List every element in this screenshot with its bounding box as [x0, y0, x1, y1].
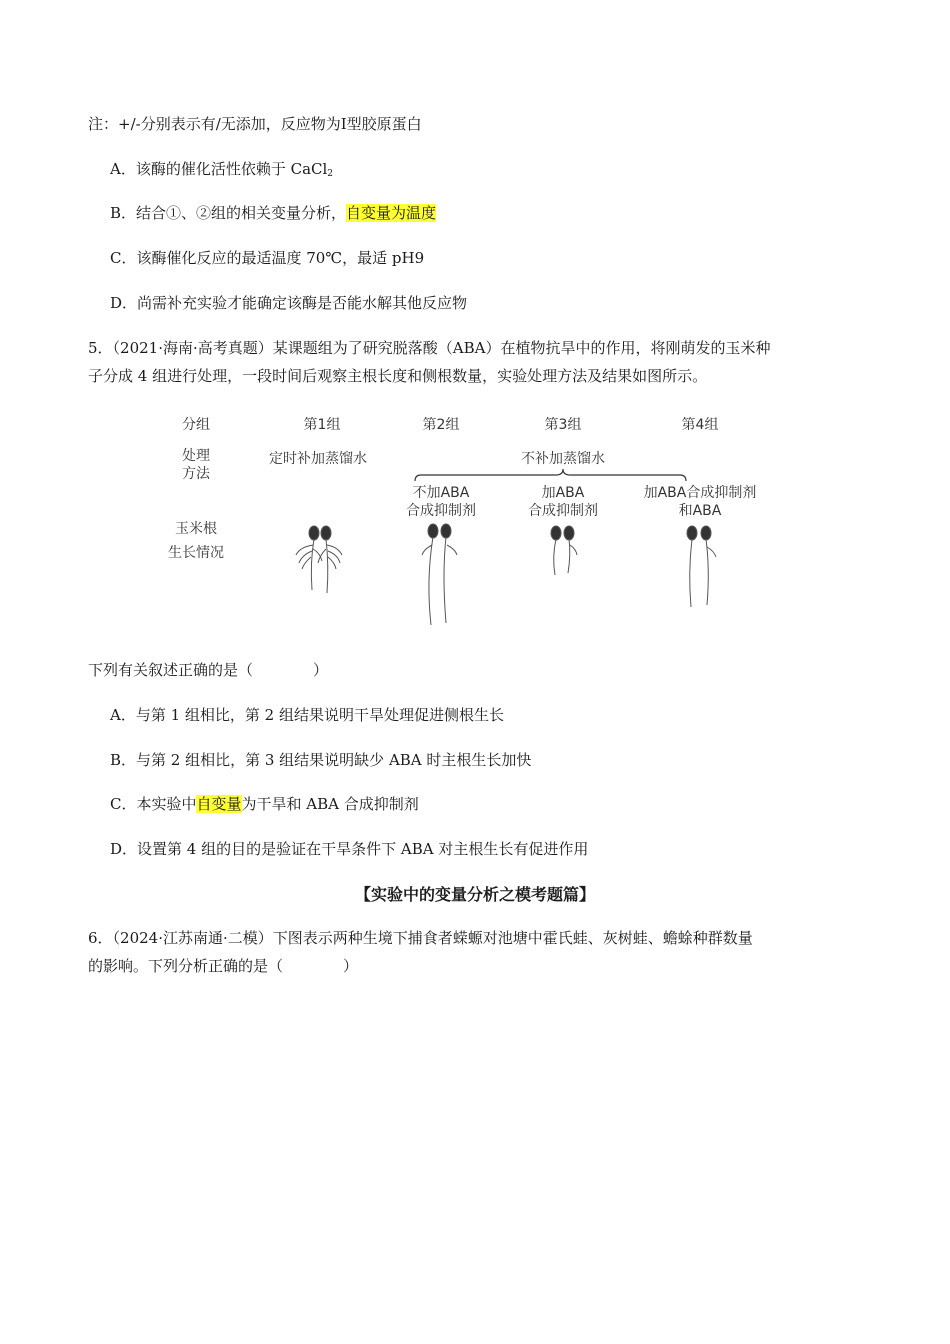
fig-seedlings-group-2	[422, 524, 457, 625]
fig-no-water-label: 不补加蒸馏水	[521, 451, 605, 467]
q4-option-b-highlight: 自变量为温度	[346, 204, 437, 222]
fig-group-3-method-2: 合成抑制剂	[528, 503, 598, 519]
q4-option-a	[110, 159, 333, 184]
fig-group-1: 第1组	[303, 417, 341, 433]
q4-option-d: D．尚需补充实验才能确定该酶是否能水解其他反应物	[110, 294, 468, 312]
fig-seedlings-group-1	[296, 526, 342, 593]
fig-group-2-method-1: 不加ABA	[412, 485, 470, 501]
q5-option-d: D．设置第 4 组的目的是验证在干旱条件下 ABA 对主根生长有促进作用	[110, 840, 589, 858]
q6-stem-line1: 6．（2024·江苏南通·二模）下图表示两种生境下捕食者蝾螈对池塘中霍氏蛙、灰树蛙、蟾蜍种群数量	[88, 929, 753, 947]
q5-ask: 下列有关叙述正确的是（ ）	[88, 661, 329, 679]
fig-seedlings-group-4	[687, 526, 716, 607]
q5-stem-line1: 5．（2021·海南·高考真题）某课题组为了研究脱落酸（ABA）在植物抗旱中的作用，将刚萌发的玉米种	[88, 339, 771, 357]
fig-group-2: 第2组	[422, 417, 460, 433]
q4-option-b	[110, 203, 436, 223]
q5-option-a: A．与第 1 组相比，第 2 组结果说明干旱处理促进侧根生长	[110, 706, 504, 724]
fig-group-4: 第4组	[681, 417, 719, 433]
fig-row-method-2: 方法	[182, 466, 210, 482]
q4-option-c: C．该酶催化反应的最适温度 70℃，最适 pH9	[110, 249, 425, 267]
q5-option-c-text: C．本实验中	[110, 795, 197, 813]
fig-bracket	[415, 469, 686, 481]
fig-group-4-method-2: 和ABA	[678, 503, 722, 519]
q5-stem-line2: 子分成 4 组进行处理，一段时间后观察主根长度和侧根数量，实验处理方法及结果如图所示。	[88, 367, 708, 385]
section-title: 【实验中的变量分析之模考题篇】	[354, 885, 595, 904]
q5-option-c-text-end: 为干旱和 ABA 合成抑制剂	[241, 795, 419, 813]
q4-note: 注：+/-分别表示有/无添加，反应物为Ⅰ型胶原蛋白	[88, 115, 422, 133]
q5-option-c-highlight: 自变量	[196, 795, 242, 813]
fig-group-2-method-2: 合成抑制剂	[406, 503, 476, 519]
fig-row-growth-2: 生长情况	[168, 545, 224, 561]
fig-group-3: 第3组	[544, 417, 582, 433]
q6-stem-line2: 的影响。下列分析正确的是（ ）	[88, 957, 359, 975]
fig-group-1-method: 定时补加蒸馏水	[269, 451, 367, 467]
fig-group-4-method-1: 加ABA合成抑制剂	[643, 485, 757, 501]
fig-row-group: 分组	[182, 417, 210, 433]
q5-figure	[150, 405, 790, 635]
q4-option-a-text: A．该酶的催化活性依赖于 CaCl	[110, 160, 328, 178]
fig-row-method-1: 处理	[182, 448, 210, 464]
q5-option-c	[110, 794, 419, 814]
fig-group-3-method-1: 加ABA	[541, 485, 585, 501]
q4-option-a-subscript: 2	[327, 169, 334, 179]
fig-row-growth-1: 玉米根	[175, 521, 217, 537]
q4-option-b-text: B．结合①、②组的相关变量分析，	[110, 204, 347, 222]
q5-option-b: B．与第 2 组相比，第 3 组结果说明缺少 ABA 时主根生长加快	[110, 751, 532, 769]
fig-seedlings-group-3	[551, 526, 577, 575]
